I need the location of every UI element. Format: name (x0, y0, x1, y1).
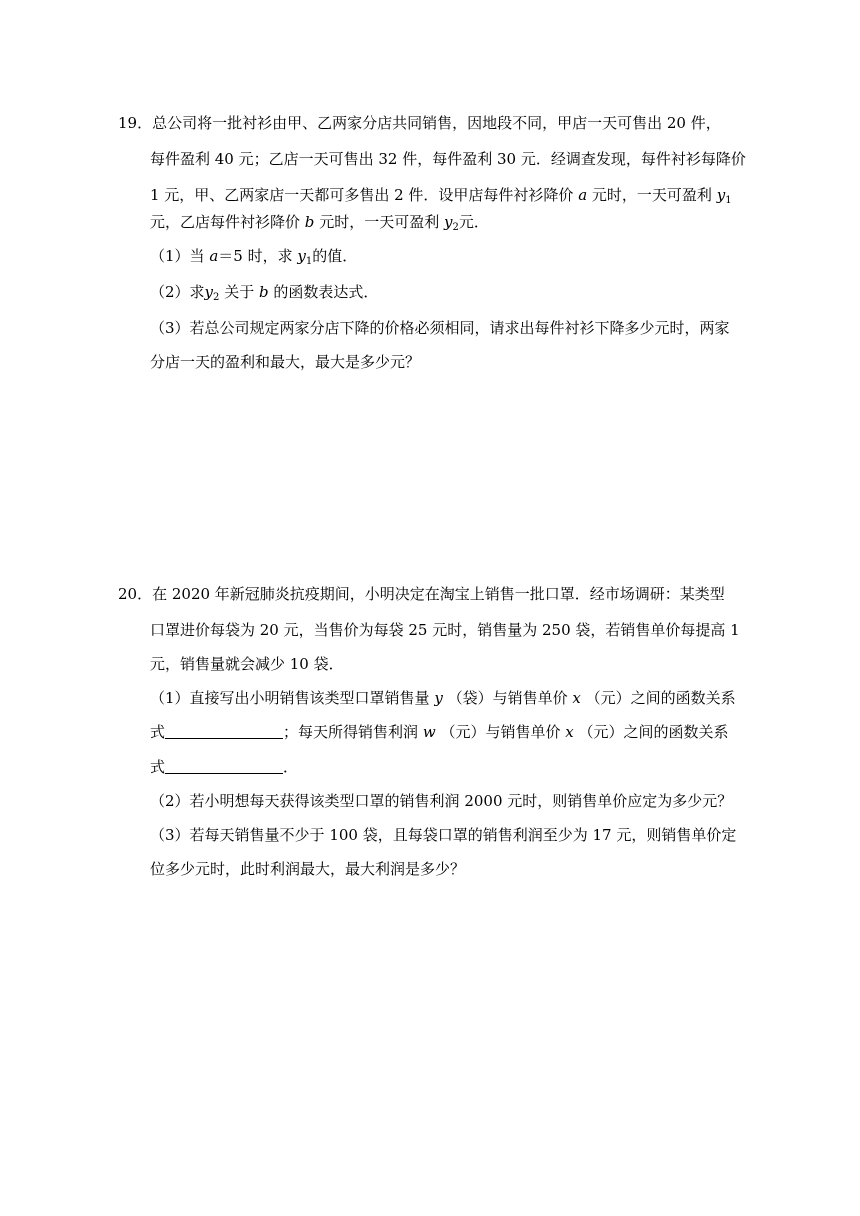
q19-line-1 (118, 113, 721, 133)
q20-part-1-line-2: 式 ；每天所得销售利润 w （元）与销售单价 x （元）之间的函数关系 (150, 723, 729, 741)
q20-part-1-line-1: （1）直接写出小明销售该类型口罩销售量 y （袋）与销售单价 x （元）之间的函数关系 (150, 689, 736, 707)
q20-number: 20． (118, 585, 153, 603)
q19-line-2: 每件盈利 40 元；乙店一天可售出 32 件，每件盈利 30 元．经调查发现，每件衬衫每降价 (150, 150, 746, 168)
q20-part-2: （2）若小明想每天获得该类型口罩的销售利润 2000 元时，则销售单价应定为多少元？ (150, 792, 733, 810)
q19-text-1: 总公司将一批衬衫由甲、乙两家分店共同销售，因地段不同，甲店一天可售出 20 件， (152, 114, 721, 132)
q19-part-3-line-1: （3）若总公司规定两家分店下降的价格必须相同，请求出每件衬衫下降多少元时，两家 (150, 319, 730, 337)
var-y1: y (716, 186, 726, 204)
var-a: a (578, 186, 588, 204)
q20-part-1-line-3: 式 ． (150, 758, 299, 776)
var-b: b (304, 213, 315, 231)
answer-blank-1[interactable] (165, 724, 283, 739)
q20-text-1: 在 2020 年新冠肺炎抗疫期间，小明决定在淘宝上销售一批口罩．经市场调研：某类型 (152, 585, 725, 603)
q19-part-1: （1）当 a＝5 时，求 $y_1$的值． (150, 247, 358, 267)
q20-line-3: 元，销售量就会减少 10 袋． (150, 655, 344, 673)
q19-line-3: 1 元，甲、乙两家店一天都可多售出 2 件．设甲店每件衬衫降价 a 元时，一天可盈利 $y_1$ (150, 186, 732, 206)
q20-part-3-line-2: 位多少元时，此时利润最大，最大利润是多少？ (150, 860, 466, 878)
q20-line-1 (118, 584, 725, 604)
q19-line-4: 元，乙店每件衬衫降价 b 元时，一天可盈利 $y_2$元． (150, 213, 489, 233)
q20-line-2: 口罩进价每袋为 20 元，当售价为每袋 25 元时，销售量为 250 袋，若销售单价每提高 1 (150, 621, 740, 639)
q19-part-3-line-2: 分店一天的盈利和最大，最大是多少元？ (150, 353, 421, 371)
q19-number: 19． (118, 114, 153, 132)
q19-part-2: （2）求$y_2$ 关于 b 的函数表达式． (150, 283, 379, 303)
var-y2: y (443, 213, 453, 231)
q20-part-3-line-1: （3）若每天销售量不少于 100 袋，且每袋口罩的销售利润至少为 17 元，则销售单价定 (150, 826, 737, 844)
answer-blank-2[interactable] (165, 759, 283, 774)
